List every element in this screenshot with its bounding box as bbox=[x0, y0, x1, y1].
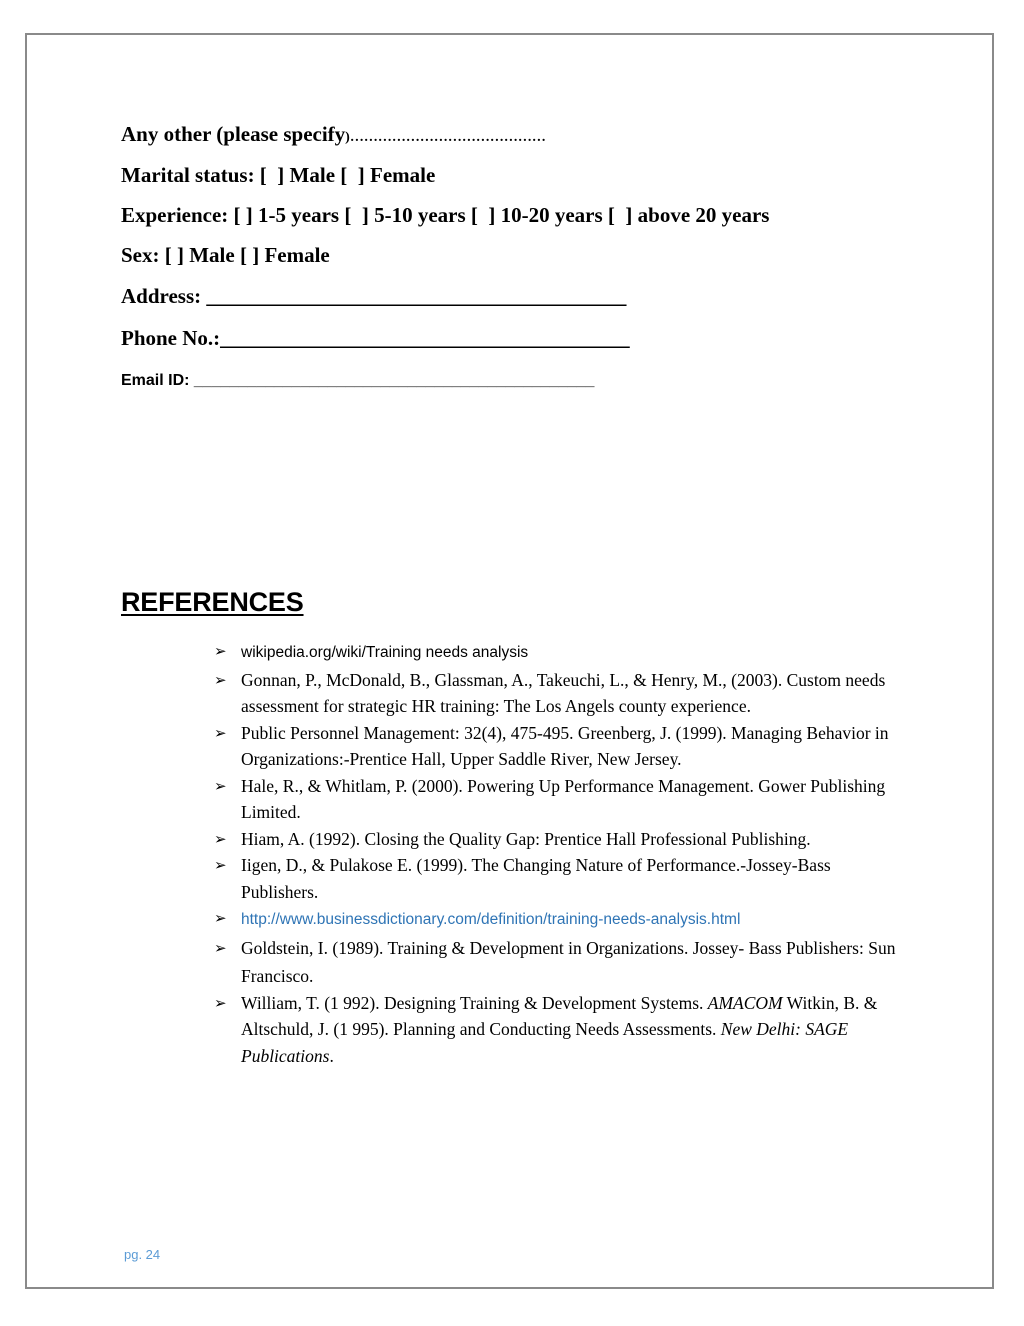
reference-item bbox=[214, 905, 904, 934]
bullet-arrow-icon: ➢ bbox=[214, 642, 227, 660]
reference-text: Public Personnel Management: 32(4), 475-495. Greenberg, J. (1999). Managing Behavior in Organizations:-Prentice Hall, Upper Saddle River, New Jersey. bbox=[241, 722, 889, 769]
reference-text: Gonnan, P., McDonald, B., Glassman, A., Takeuchi, L., & Henry, M., (2003). Custom needs assessment for strategic HR training: The Los Angels county experience. bbox=[241, 669, 886, 716]
other-specify-dots: )…………………………………… bbox=[345, 130, 546, 145]
reference-item bbox=[214, 826, 904, 853]
reference-link[interactable]: http://www.businessdictionary.com/definition/training-needs-analysis.html bbox=[241, 911, 741, 928]
reference-text-part: Witkin, B. & Altschuld, J. (1 995). Planning and Conducting Needs Assessments. bbox=[241, 992, 878, 1039]
bullet-arrow-icon: ➢ bbox=[214, 829, 227, 848]
sex-line: Sex: [ ] Male [ ] Female bbox=[121, 243, 330, 267]
reference-item bbox=[214, 773, 904, 826]
reference-item bbox=[214, 638, 904, 667]
address-line: Address: ________________________________________ bbox=[121, 284, 627, 308]
bullet-arrow-icon: ➢ bbox=[214, 670, 227, 689]
bullet-arrow-icon: ➢ bbox=[214, 938, 227, 957]
reference-publisher: AMACOM bbox=[707, 992, 783, 1013]
reference-item bbox=[214, 990, 904, 1070]
reference-text: Goldstein, I. (1989). Training & Development in Organizations. Jossey- Bass Publishers: Sun Francisco. bbox=[241, 937, 896, 986]
reference-item bbox=[214, 667, 904, 720]
reference-text: Hale, R., & Whitlam, P. (2000). Powering Up Performance Management. Gower Publishing Limited. bbox=[241, 775, 886, 822]
bullet-arrow-icon: ➢ bbox=[214, 723, 227, 742]
phone-line: Phone No.:_______________________________________ bbox=[121, 326, 630, 350]
email-line: Email ID: _____________________________________________ bbox=[121, 372, 595, 389]
reference-item bbox=[214, 852, 904, 905]
reference-text-part: William, T. (1 992). Designing Training & Development Systems. bbox=[241, 992, 708, 1013]
bullet-arrow-icon: ➢ bbox=[214, 993, 227, 1012]
references-heading: REFERENCES bbox=[121, 587, 304, 617]
marital-status-line: Marital status: [ ] Male [ ] Female bbox=[121, 163, 436, 187]
reference-text: Iigen, D., & Pulakose E. (1999). The Changing Nature of Performance.-Jossey-Bass Publishers. bbox=[241, 855, 831, 902]
bullet-arrow-icon: ➢ bbox=[214, 856, 227, 874]
reference-publisher: New Delhi: SAGE Publications bbox=[241, 1019, 849, 1066]
reference-text: Hiam, A. (1992). Closing the Quality Gap: Prentice Hall Professional Publishing. bbox=[241, 828, 811, 849]
reference-text bbox=[241, 993, 877, 1066]
other-specify-label: Any other (please specify bbox=[121, 122, 346, 146]
experience-line: Experience: [ ] 1-5 years [ ] 5-10 years [ ] 10-20 years [ ] above 20 years bbox=[121, 203, 770, 227]
reference-item bbox=[214, 720, 904, 773]
other-specify-line bbox=[121, 121, 546, 151]
bullet-arrow-icon: ➢ bbox=[214, 909, 227, 927]
reference-text: wikipedia.org/wiki/Training needs analysis bbox=[241, 644, 529, 661]
reference-item bbox=[214, 934, 904, 990]
references-list bbox=[214, 638, 904, 1069]
reference-text-part: . bbox=[329, 1045, 334, 1066]
page-number: pg. 24 bbox=[124, 1247, 161, 1262]
bullet-arrow-icon: ➢ bbox=[214, 776, 227, 795]
